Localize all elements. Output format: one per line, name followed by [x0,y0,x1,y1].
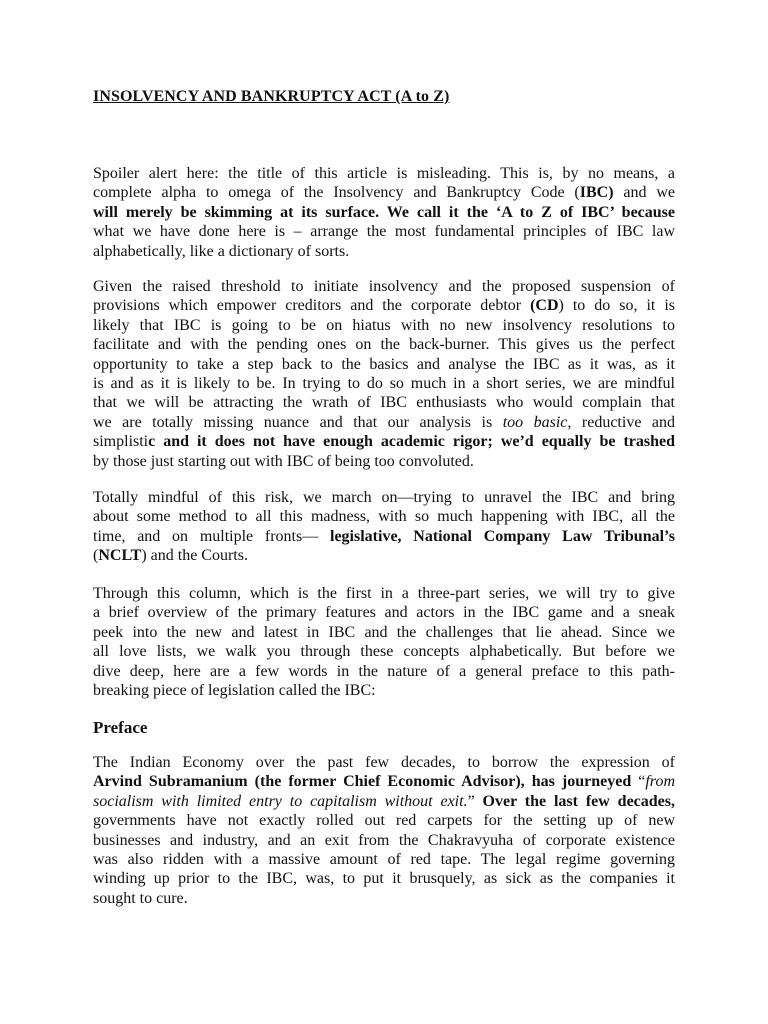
paragraph-overview [93,584,675,700]
text-line: businesses and industry, and an exit from the Chakravyuha of corporate existence [93,831,675,849]
text-line: Spoiler alert here: the title of this article is misleading. This is, by no means, a [93,165,675,182]
italic-phrase: from [645,773,675,791]
bold-phrase: legislative, National Company Law Tribunal’s [330,527,675,545]
bold-term: (CD [530,297,559,315]
bold-phrase: will merely be skimming at its surface. We call it the ‘A to Z of IBC’ because [93,203,675,221]
paragraph-preface [93,753,675,908]
text-line: socialism with limited entry to capitalism without exit.” Over the last few decades, [93,792,675,810]
italic-phrase: socialism with limited entry to capitalism without exit. [93,792,468,810]
text-line: opportunity to take a step back to the basics and analyse the IBC as it was, as it [93,355,675,373]
text-line: likely that IBC is going to be on hiatus with no new insolvency resolutions to [93,316,675,334]
text-line [93,203,675,222]
text-line: provisions which empower creditors and the corporate debtor (CD) to do so, it is [93,297,675,315]
text-line: winding up prior to the IBC, was, to put it brusquely, as sick as the companies it [93,870,675,888]
text-line: was also ridden with a massive amount of red tape. The legal regime governing [93,851,675,869]
text-line: breaking piece of legislation called the IBC: [93,682,376,700]
text-line: Totally mindful of this risk, we march on—trying to unravel the IBC and bring [93,489,675,506]
text-line: peek into the new and latest in IBC and the challenges that lie ahead. Since we [93,623,675,641]
paragraph-mindful [93,488,675,566]
text-line: sought to cure. [93,889,188,907]
bold-phrase: Over the last few decades, [482,792,675,810]
text-line: what we have done here is – arrange the most fundamental principles of IBC law [93,223,675,241]
bold-phrase: c and it does not have enough academic rigor; we’d equally be trashed [148,433,675,451]
text-line: about some method to all this madness, with so much happening with IBC, all the [93,508,675,526]
paragraph-context [93,277,675,471]
text-line: alphabetically, like a dictionary of sorts. [93,242,350,260]
text-line: simplistic and it does not have enough academic rigor; we’d equally be trashed [93,433,675,451]
section-heading-preface: Preface [93,718,148,737]
text-line: (NCLT) and the Courts. [93,547,248,565]
text-line: Given the raised threshold to initiate insolvency and the proposed suspension of [93,278,675,295]
text-line: facilitate and with the pending ones on the back-burner. This gives us the perfect [93,336,675,354]
text-line: all love lists, we walk you through these concepts alphabetically. But before we [93,643,675,661]
italic-phrase: too basic [502,413,568,431]
text-line: is and as it is likely to be. In trying to do so much in a short series, we are mindful [93,375,675,393]
text-line: time, and on multiple fronts— legislative, National Company Law Tribunal’s [93,527,675,545]
document-title: INSOLVENCY AND BANKRUPTCY ACT (A to Z) [93,88,450,105]
text-line: complete alpha to omega of the Insolvency and Bankruptcy Code (IBC) and we [93,184,675,202]
bold-term: NCLT [98,547,142,565]
text-line: a brief overview of the primary features and actors in the IBC game and a sneak [93,604,675,622]
text-line: dive deep, here are a few words in the nature of a general preface to this path- [93,662,675,680]
text-line: we are totally missing nuance and that our analysis is too basic, reductive and [93,413,676,431]
text-line: The Indian Economy over the past few decades, to borrow the expression of [93,754,675,771]
text-line: governments have not exactly rolled out red carpets for the setting up of new [93,812,675,830]
bold-term: IBC) [579,184,614,202]
text-line: that we will be attracting the wrath of IBC enthusiasts who would complain that [93,394,675,412]
bold-phrase: Arvind Subramanium (the former Chief Economic Advisor), has journeyed [93,773,632,791]
text-line: Through this column, which is the first in a three-part series, we will try to give [93,585,675,602]
text-line: by those just starting out with IBC of being too convoluted. [93,452,474,470]
text-line: Arvind Subramanium (the former Chief Economic Advisor), has journeyed “from [93,773,675,791]
paragraph-intro [93,164,675,261]
